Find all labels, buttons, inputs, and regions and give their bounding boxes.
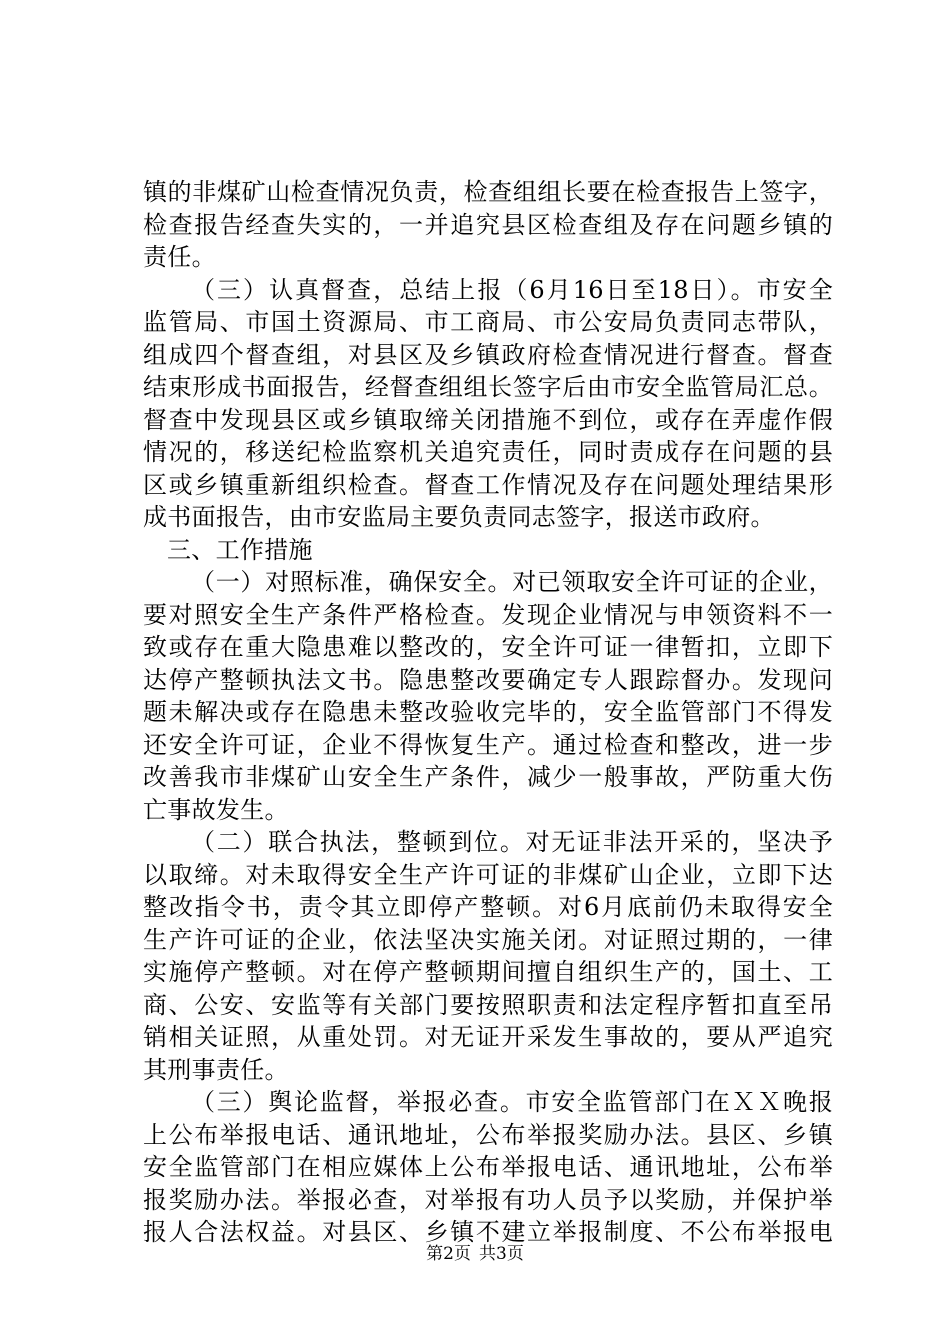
text-line: （一）对照标准，确保安全。对已领取安全许可证的企业， [191,568,833,596]
text-line: 成书面报告，由市安监局主要负责同志签字，报送市政府。 [143,503,775,531]
text-line: 情况的，移送纪检监察机关追究责任，同时责成存在问题的县 [143,438,833,466]
text-line: 题未解决或存在隐患未整改验收完毕的，安全监管部门不得发 [143,698,833,726]
text-line: 以取缔。对未取得安全生产许可证的非煤矿山企业，立即下达 [143,860,833,889]
text-line: 生产许可证的企业，依法坚决实施关闭。对证照过期的，一律 [143,925,833,954]
text-line: 镇的非煤矿山检查情况负责，检查组组长要在检查报告上签字， [143,178,833,206]
text-line: 监管局、市国土资源局、市工商局、市公安局负责同志带队， [143,308,833,336]
text-line: （二）联合执法，整顿到位。对无证非法开采的，坚决予 [191,828,833,856]
text-line: 上公布举报电话、通讯地址，公布举报奖励办法。县区、乡镇 [143,1120,833,1149]
document-body [143,176,833,1249]
text-line: 销相关证照，从重处罚。对无证开采发生事故的，要从严追究 [143,1023,833,1051]
page-number: 第2页 [426,1244,471,1264]
text-line: 实施停产整顿。对在停产整顿期间擅自组织生产的，国土、工 [143,958,833,986]
text-line: 亡事故发生。 [143,795,289,824]
text-line: （三）认真督查，总结上报（6月16日至18日）。市安全 [191,275,833,304]
text-line: 检查报告经查失实的，一并追究县区检查组及存在问题乡镇的 [143,210,833,239]
text-line: 还安全许可证，企业不得恢复生产。通过检查和整改，进一步 [143,730,833,759]
text-line: 其刑事责任。 [143,1055,289,1084]
text-line: 要对照安全生产条件严格检查。发现企业情况与申领资料不一 [143,600,833,629]
page-total: 共3页 [479,1244,524,1264]
text-line: 组成四个督查组，对县区及乡镇政府检查情况进行督查。督查 [143,340,833,369]
text-line: 整改指令书，责令其立即停产整顿。对6月底前仍未取得安全 [143,893,833,921]
text-line: 结束形成书面报告，经督查组组长签字后由市安全监管局汇总。 [143,373,833,401]
text-line: 报人合法权益。对县区、乡镇不建立举报制度、不公布举报电 [143,1218,833,1246]
text-line: 责任。 [143,243,216,271]
text-line: 安全监管部门在相应媒体上公布举报电话、通讯地址，公布举 [143,1153,833,1181]
text-line: 区或乡镇重新组织检查。督查工作情况及存在问题处理结果形 [143,470,833,499]
page-footer [0,1242,950,1266]
text-line: （三）舆论监督，举报必查。市安全监管部门在ＸＸ晚报 [191,1088,833,1116]
section-heading: 三、工作措施 [167,535,313,564]
text-line: 致或存在重大隐患难以整改的，安全许可证一律暂扣，立即下 [143,633,833,661]
text-line: 报奖励办法。举报必查，对举报有功人员予以奖励，并保护举 [143,1185,833,1214]
text-line: 达停产整顿执法文书。隐患整改要确定专人跟踪督办。发现问 [143,665,833,694]
text-line: 督查中发现县区或乡镇取缔关闭措施不到位，或存在弄虚作假 [143,405,833,434]
text-line: 商、公安、安监等有关部门要按照职责和法定程序暂扣直至吊 [143,990,833,1019]
text-line: 改善我市非煤矿山安全生产条件，减少一般事故，严防重大伤 [143,763,833,791]
